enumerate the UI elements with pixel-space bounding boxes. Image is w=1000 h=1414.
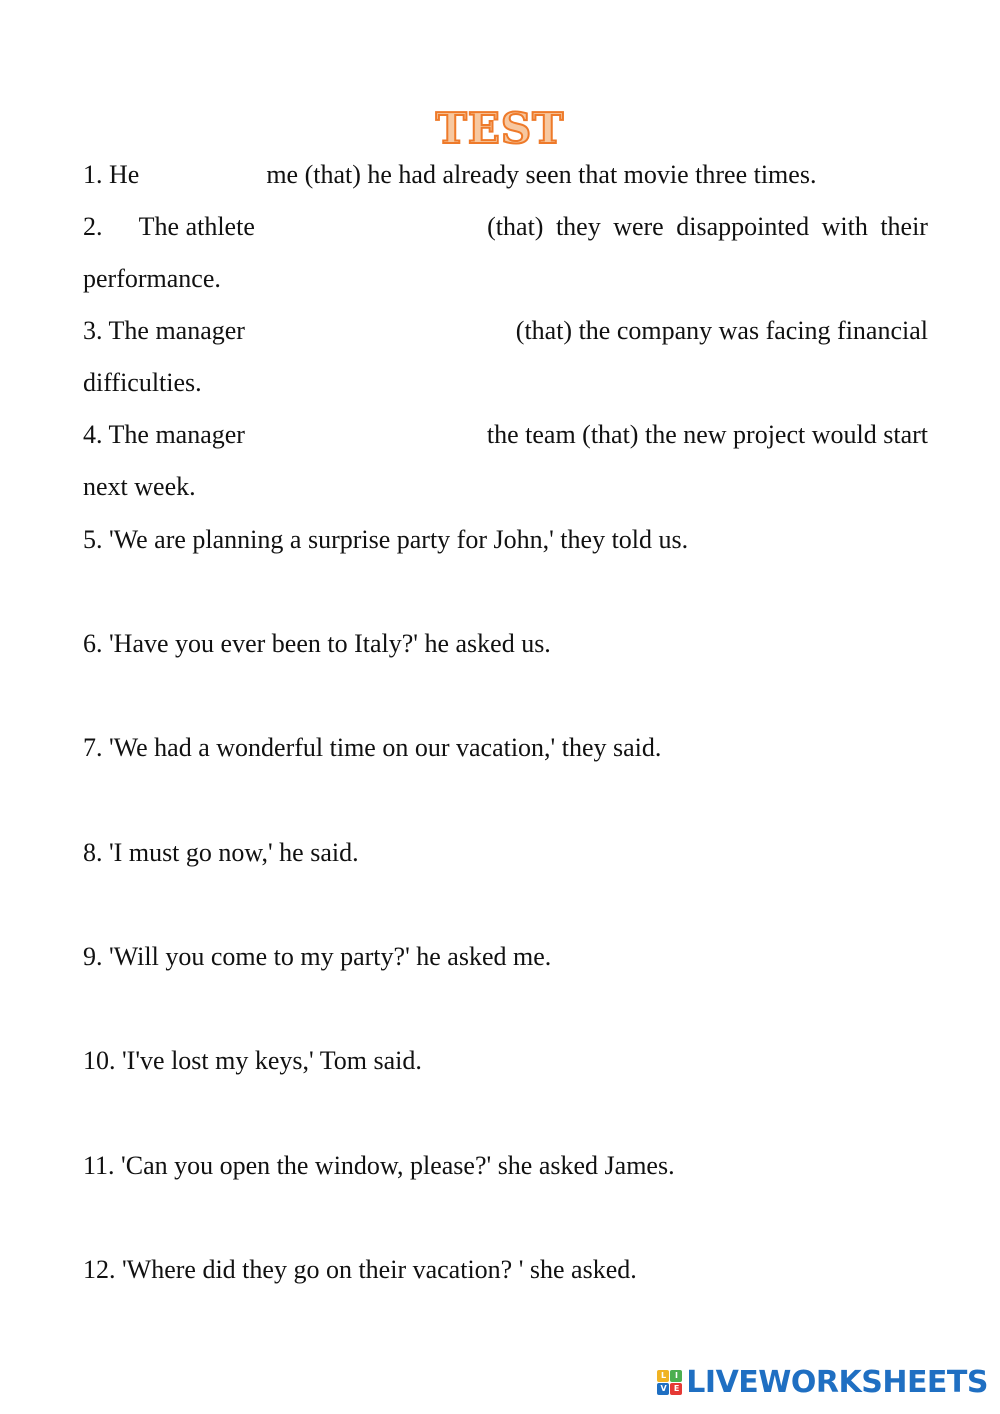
question-12 bbox=[83, 1244, 928, 1296]
logo-cell: V bbox=[657, 1383, 669, 1395]
logo-cell: I bbox=[670, 1370, 682, 1382]
question-text: 'We had a wonderful time on our vacation,' they said. bbox=[109, 733, 662, 762]
question-text-before: The manager bbox=[108, 316, 245, 345]
brand-name: LIVEWORKSHEETS bbox=[686, 1365, 988, 1400]
question-5 bbox=[83, 514, 928, 566]
logo-cell: E bbox=[670, 1383, 682, 1395]
question-number: 6. bbox=[83, 629, 103, 658]
question-text: 'Where did they go on their vacation? ' she asked. bbox=[122, 1255, 637, 1284]
question-4 bbox=[83, 409, 928, 513]
question-9 bbox=[83, 931, 928, 983]
question-6 bbox=[83, 618, 928, 670]
liveworksheets-logo bbox=[657, 1365, 988, 1400]
question-7 bbox=[83, 722, 928, 774]
question-text-after: the team (that) the new project would start bbox=[486, 420, 928, 449]
question-number: 7. bbox=[83, 733, 103, 762]
answer-blank-1[interactable] bbox=[146, 163, 260, 183]
logo-grid-icon bbox=[657, 1370, 682, 1395]
question-1 bbox=[83, 149, 928, 201]
question-text-after: (that) they were disappointed with their bbox=[487, 212, 928, 241]
question-text: 'Can you open the window, please?' she asked James. bbox=[121, 1151, 675, 1180]
question-text-wrap: performance. bbox=[83, 264, 221, 293]
question-number: 5. bbox=[83, 525, 103, 554]
question-number: 9. bbox=[83, 942, 103, 971]
question-number: 4. bbox=[83, 420, 103, 449]
question-text-before: The athlete bbox=[138, 212, 255, 241]
logo-cell: L bbox=[657, 1370, 669, 1382]
question-text: 'Will you come to my party?' he asked me. bbox=[109, 942, 552, 971]
question-number: 10. bbox=[83, 1046, 116, 1075]
answer-blank-4[interactable] bbox=[306, 409, 426, 429]
question-number: 3. bbox=[83, 316, 103, 345]
question-number: 1. bbox=[83, 160, 103, 189]
question-number: 12. bbox=[83, 1255, 116, 1284]
question-number: 8. bbox=[83, 838, 103, 867]
question-text-after: (that) the company was facing financial bbox=[515, 316, 928, 345]
worksheet-title: TEST bbox=[435, 104, 565, 153]
question-number: 11. bbox=[83, 1151, 115, 1180]
question-text-before: He bbox=[109, 160, 140, 189]
question-number: 2. bbox=[83, 212, 103, 241]
question-10 bbox=[83, 1035, 928, 1087]
answer-blank-3[interactable] bbox=[305, 305, 455, 325]
question-8 bbox=[83, 827, 928, 879]
question-2 bbox=[83, 201, 928, 305]
question-3 bbox=[83, 305, 928, 409]
question-text: 'I must go now,' he said. bbox=[109, 838, 359, 867]
question-text-before: The manager bbox=[108, 420, 245, 449]
question-text-wrap: next week. bbox=[83, 472, 196, 501]
question-text: 'Have you ever been to Italy?' he asked us. bbox=[109, 629, 551, 658]
question-11 bbox=[83, 1140, 928, 1192]
question-text-after: me (that) he had already seen that movie three times. bbox=[266, 160, 817, 189]
question-text: 'We are planning a surprise party for John,' they told us. bbox=[109, 525, 689, 554]
question-text: 'I've lost my keys,' Tom said. bbox=[122, 1046, 422, 1075]
question-text-wrap: difficulties. bbox=[83, 368, 202, 397]
answer-blank-2[interactable] bbox=[291, 201, 451, 221]
